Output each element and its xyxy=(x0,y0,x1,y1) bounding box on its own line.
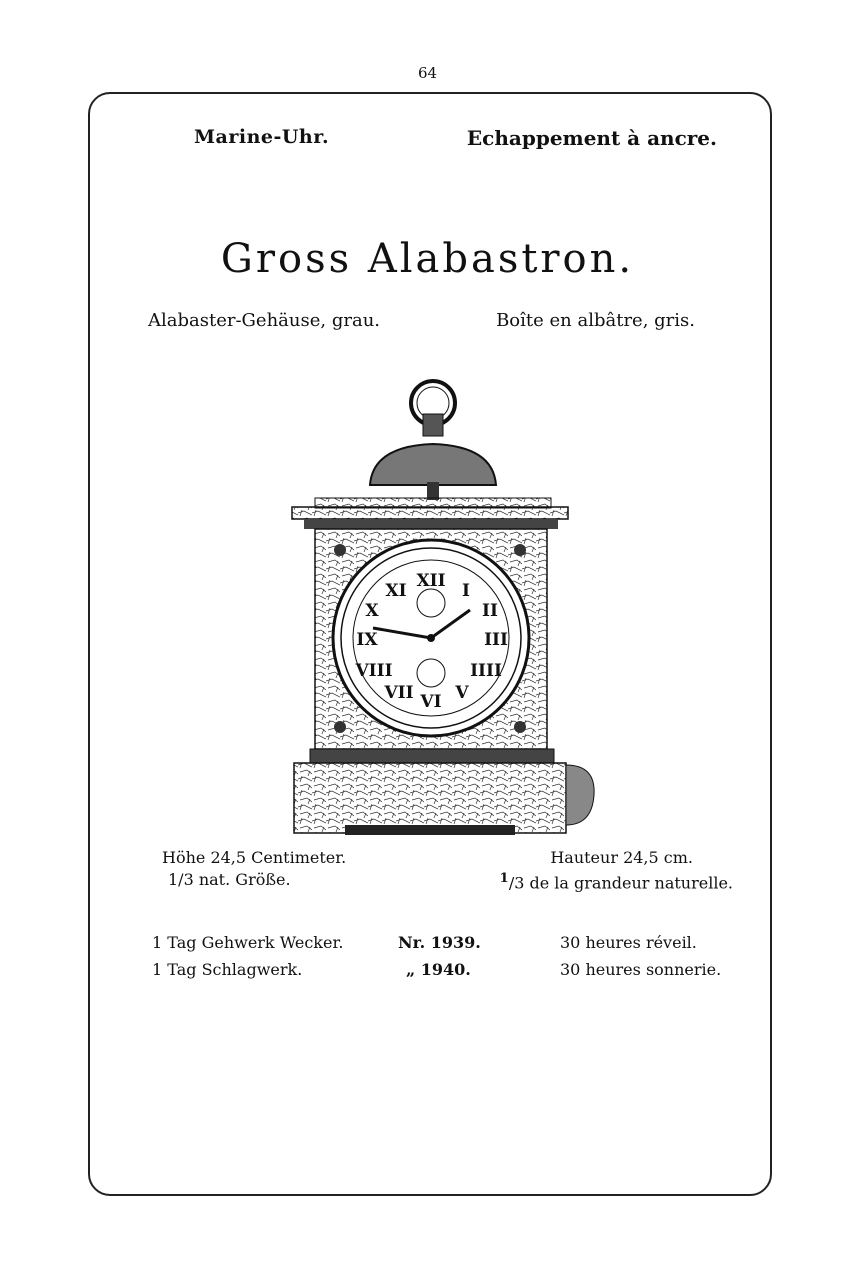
svg-text:X: X xyxy=(365,601,379,621)
clock-base xyxy=(294,763,566,833)
product-1-number: Nr. 1939. xyxy=(398,933,481,952)
product-1-german: 1 Tag Gehwerk Wecker. xyxy=(152,933,344,952)
product-2-french: 30 heures sonnerie. xyxy=(560,960,722,979)
scale-french xyxy=(500,870,733,892)
svg-text:V: V xyxy=(455,683,469,703)
svg-text:VII: VII xyxy=(384,683,414,703)
svg-text:IIII: IIII xyxy=(470,661,502,681)
svg-text:VIII: VIII xyxy=(355,661,393,681)
page-title: Gross Alabastron. xyxy=(220,236,635,282)
scale-french-rest: /3 de la grandeur naturelle. xyxy=(508,873,733,893)
height-french: Hauteur 24,5 cm. xyxy=(550,848,693,867)
subtitle-german: Alabaster-Gehäuse, grau. xyxy=(148,310,381,331)
clock-illustration xyxy=(270,370,600,840)
svg-text:I: I xyxy=(462,581,470,601)
svg-text:XI: XI xyxy=(385,581,407,601)
scale-german: 1/3 nat. Größe. xyxy=(168,870,291,889)
svg-text:IX: IX xyxy=(356,630,378,650)
product-2-german: 1 Tag Schlagwerk. xyxy=(152,960,303,979)
height-german: Höhe 24,5 Centimeter. xyxy=(162,848,347,867)
page-number: 64 xyxy=(417,64,438,82)
svg-text:XII: XII xyxy=(416,571,446,591)
header-right: Echappement à ancre. xyxy=(466,126,717,150)
svg-text:III: III xyxy=(484,630,508,650)
header-left: Marine-Uhr. xyxy=(194,126,330,148)
svg-text:VI: VI xyxy=(420,692,442,712)
product-1-french: 30 heures réveil. xyxy=(560,933,697,952)
product-2-number: „ 1940. xyxy=(406,960,471,979)
subtitle-french: Boîte en albâtre, gris. xyxy=(496,310,695,331)
bell xyxy=(370,444,496,485)
scale-french-numerator: 1 xyxy=(499,870,509,886)
svg-text:II: II xyxy=(482,601,498,621)
